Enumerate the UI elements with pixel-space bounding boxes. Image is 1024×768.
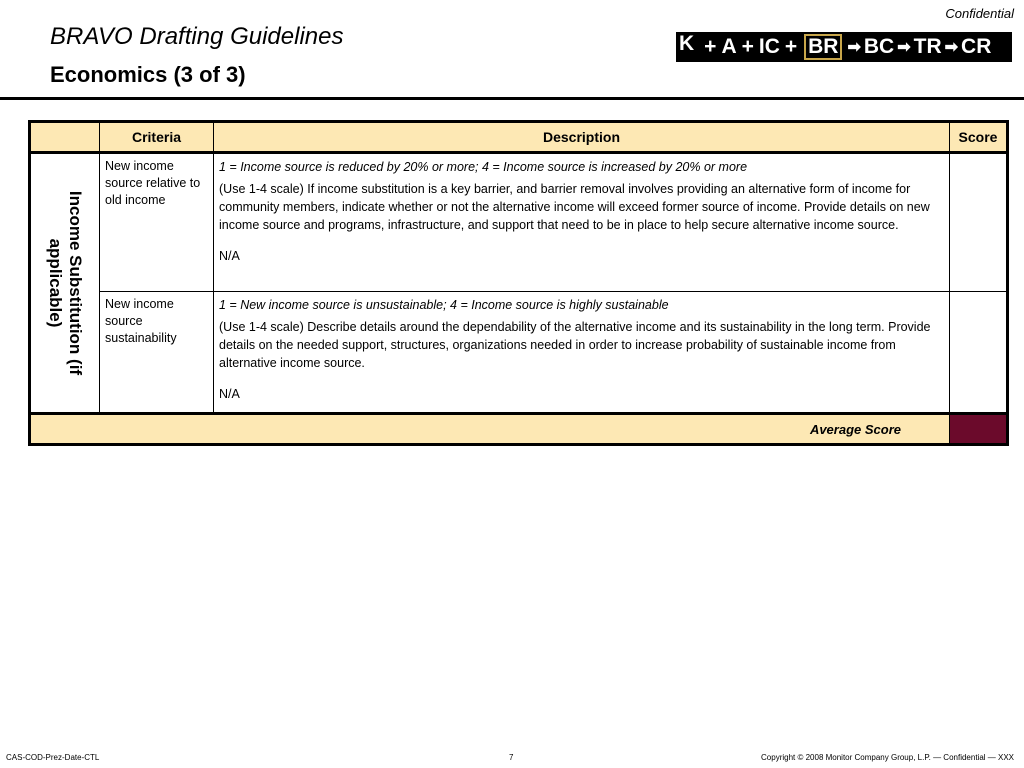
score-cell[interactable]	[950, 292, 1008, 414]
description-cell	[214, 153, 950, 292]
arrow-right-icon: ➡	[847, 39, 861, 56]
description-value: N/A	[219, 387, 240, 401]
flow-plus-sign: +	[784, 35, 798, 58]
confidential-label: Confidential	[945, 6, 1014, 21]
arrow-right-icon: ➡	[897, 39, 911, 56]
footer-page-number: 7	[509, 753, 514, 762]
description-detail: (Use 1-4 scale) Describe details around the dependability of the alternative income and its sustainability in the long term. Provide details on the needed support, structures, organizations needed in order to increase probability of sustainable income from alternative income source.	[219, 320, 931, 370]
table-row	[30, 292, 1008, 414]
scale-definition: 1 = New income source is unsustainable; 4 = Income source is highly sustainable	[219, 298, 669, 312]
category-label: Income Substitution (if applicable)	[46, 190, 85, 376]
score-cell[interactable]	[950, 153, 1008, 292]
flow-step-a: A	[721, 35, 737, 58]
description-value: N/A	[219, 249, 240, 263]
arrow-right-icon: ➡	[944, 39, 959, 56]
flow-step-tr: TR	[913, 35, 942, 58]
scale-definition: 1 = Income source is reduced by 20% or more; 4 = Income source is increased by 20% or more	[219, 160, 748, 174]
flow-plus-sign: +	[741, 35, 754, 58]
table-header-row	[30, 122, 1008, 153]
flow-step-ic: IC	[758, 35, 780, 58]
criteria-cell: New income source sustainability	[100, 292, 214, 414]
page-subtitle: Economics (3 of 3)	[50, 62, 246, 87]
description-detail: (Use 1-4 scale) If income substitution is a key barrier, and barrier removal involves providing an alternative form of income for community members, indicate whether or not the alternative income will exceed former source of income. Provide details on new income source and programs, infrastructure, and support that need to be in place to help secure alternative income source.	[219, 182, 930, 232]
table-row	[30, 153, 1008, 292]
average-score-row	[30, 414, 1008, 445]
average-score-cell	[950, 414, 1008, 445]
average-score-label: Average Score	[30, 414, 950, 445]
guidelines-table	[28, 120, 1009, 446]
flow-step-cr: CR	[961, 35, 992, 58]
header-blank-cell	[30, 122, 100, 153]
category-cell	[30, 153, 100, 414]
flow-step-br-highlighted: BR	[804, 34, 842, 60]
footer-document-id: CAS-COD-Prez-Date-CTL	[6, 753, 100, 762]
flow-step-bc: BC	[863, 35, 895, 58]
flow-plus-sign: +	[704, 35, 717, 58]
description-cell	[214, 292, 950, 414]
header-criteria: Criteria	[100, 122, 214, 153]
footer-copyright: Copyright © 2008 Monitor Company Group, L.P. — Confidential — XXX	[761, 753, 1014, 762]
framework-flow-banner	[676, 32, 1012, 62]
header-description: Description	[214, 122, 950, 153]
criteria-cell: New income source relative to old income	[100, 153, 214, 292]
flow-step-k: K	[679, 32, 695, 55]
page-title: BRAVO Drafting Guidelines	[50, 23, 344, 50]
header-divider	[0, 97, 1024, 100]
header-score: Score	[950, 122, 1008, 153]
